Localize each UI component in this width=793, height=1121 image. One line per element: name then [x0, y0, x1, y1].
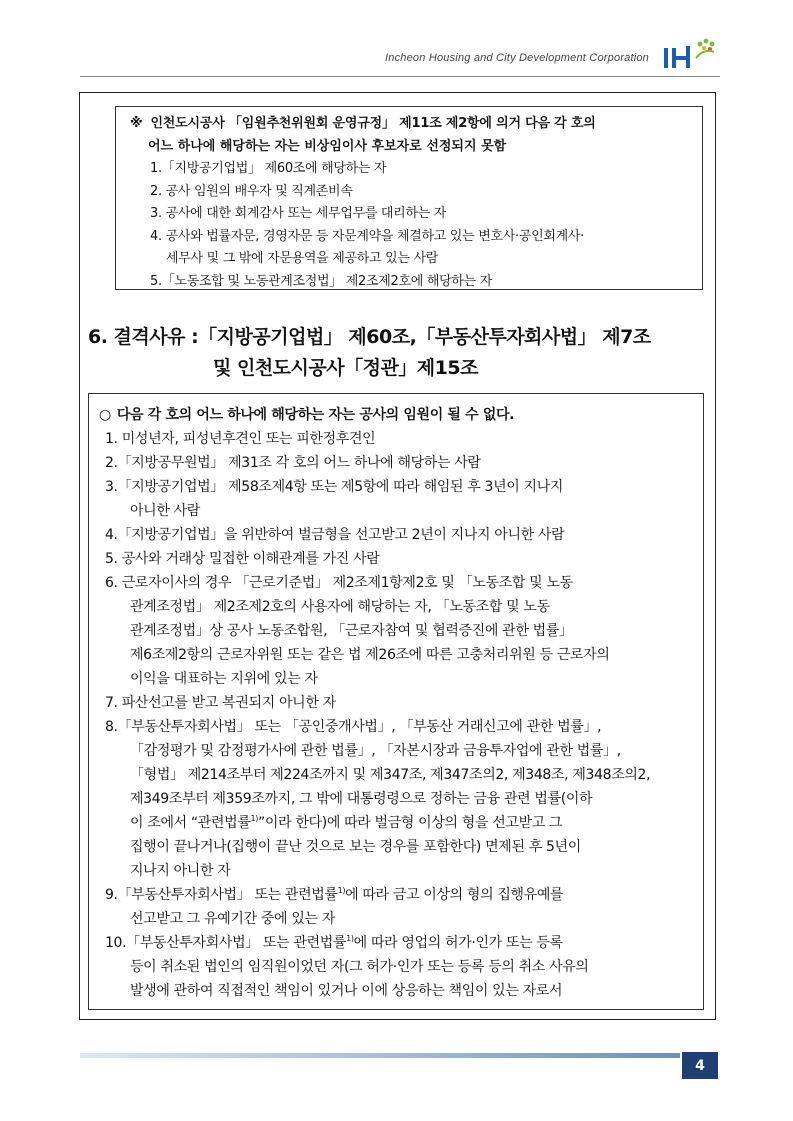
rule-item-continued: 등이 취소된 법인의 임직원이었던 자(그 허가·인가 또는 등록 등의 취소 사유의 — [130, 959, 589, 975]
header-org-name: Incheon Housing and City Development Corporation — [385, 52, 649, 64]
rule-item: 6. 근로자이사의 경우 「근로기준법」 제2조제1항제2호 및 「노동조합 및 노동 — [105, 575, 573, 591]
note-item: 3. 공사에 대한 회계감사 또는 세무업무를 대리하는 자 — [150, 206, 447, 221]
rule-item-continued: 관계조정법」상 공사 노동조합원, 「근로자참여 및 협력증진에 관한 법률」 — [130, 623, 573, 639]
rule-item-continued: 이익을 대표하는 지위에 있는 자 — [130, 671, 318, 687]
rule-item-continued: 관계조정법」 제2조제2호의 사용자에 해당하는 자, 「노동조합 및 노동 — [130, 599, 550, 615]
ih-logo-icon — [660, 34, 720, 74]
header-divider — [80, 76, 720, 77]
page-number-badge: 4 — [682, 1052, 718, 1079]
rule-item-continued: 「감정평가 및 감정평가사에 관한 법률」, 「자본시장과 금융투자업에 관한 법률」, — [130, 743, 621, 759]
rule-item-continued: 집행이 끝나거나(집행이 끝난 것으로 보는 경우를 포함한다) 면제된 후 5년이 — [130, 839, 581, 855]
section-title-line-1: 6. 결격사유 :「지방공기업법」 제60조,「부동산투자회사법」 제7조 — [88, 326, 651, 348]
note-item: 4. 공사와 법률자문, 경영자문 등 자문계약을 체결하고 있는 변호사·공인회계사· — [150, 228, 584, 244]
rule-item-continued: 지나지 아니한 자 — [130, 863, 231, 879]
rule-item: 7. 파산선고를 받고 복권되지 아니한 자 — [105, 695, 336, 711]
rule-item-continued: 이 조에서 “관련법률$^{1)}$”이라 한다)에 따라 벌금형 이상의 형을 선고받고 그 — [130, 814, 563, 831]
note-line-2: 어느 하나에 해당하는 자는 비상임이사 후보자로 선정되지 못함 — [148, 138, 507, 154]
rule-item: 2.「지방공무원법」 제31조 각 호의 어느 하나에 해당하는 사람 — [105, 455, 481, 471]
section-title-line-2: 및 인천도시공사「정관」제15조 — [213, 357, 478, 379]
rule-item-continued: 「형법」 제214조부터 제224조까지 및 제347조, 제347조의2, 제348조, 제348조의2, — [130, 767, 651, 783]
note-item: 2. 공사 임원의 배우자 및 직계존비속 — [150, 183, 353, 199]
rule-item-continued: 선고받고 그 유예기간 중에 있는 자 — [130, 911, 335, 927]
disqualification-rules-box — [88, 393, 704, 1010]
rule-item-continued: 제349조부터 제359조까지, 그 밖에 대통령령으로 정하는 금융 관련 법률(이하 — [130, 791, 593, 807]
rule-item: 3.「지방공기업법」 제58조제4항 또는 제5항에 따라 해임된 후 3년이 지나지 — [105, 479, 564, 495]
footnote-mark[interactable]: 1) — [250, 814, 259, 823]
footnote-mark[interactable]: 1) — [337, 886, 346, 895]
reference-mark-icon: ※ — [130, 116, 143, 131]
rule-item: 8.「부동산투자회사법」 또는 「공인중개사법」, 「부동산 거래신고에 관한 법률」, — [105, 719, 602, 735]
rule-item: 5. 공사와 거래상 밀접한 이해관계를 가진 사람 — [105, 551, 380, 567]
footer-bar — [80, 1053, 680, 1058]
rule-item: 9.「부동산투자회사법」 또는 관련법률$^{1)}$에 따라 금고 이상의 형의 집행유예를 — [105, 886, 564, 903]
rule-item: 4.「지방공기업법」을 위반하여 벌금형을 선고받고 2년이 지나지 아니한 사람 — [105, 527, 565, 543]
rule-item: 1. 미성년자, 피성년후견인 또는 피한정후견인 — [105, 431, 376, 447]
rule-item: 10.「부동산투자회사법」 또는 관련법률$^{1)}$에 따라 영업의 허가·인가 또는 등록 — [105, 934, 563, 951]
note-item: 5.「노동조합 및 노동관계조정법」 제2조제2호에 해당하는 자 — [150, 273, 492, 289]
circle-bullet-icon: ○ — [99, 407, 111, 423]
section-title — [88, 322, 718, 384]
note-item-continued: 세무사 및 그 밖에 자문용역을 제공하고 있는 사람 — [166, 251, 438, 266]
note-item: 1.「지방공기업법」 제60조에 해당하는 자 — [150, 161, 387, 176]
rule-item-continued: 발생에 관하여 직접적인 책임이 있거나 이에 상응하는 책임이 있는 자로서 — [130, 983, 563, 999]
rules-lead: ○ 다음 각 호의 어느 하나에 해당하는 자는 공사의 임원이 될 수 없다. — [99, 407, 515, 423]
note-line-1: ※ 인천도시공사 「임원추천위원회 운영규정」 제11조 제2항에 의거 다음 각 호의 — [130, 116, 596, 131]
rule-item-continued: 제6조제2항의 근로자위원 또는 같은 법 제26조에 따른 고충처리위원 등 근로자의 — [130, 647, 610, 663]
footnote-mark[interactable]: 1) — [346, 934, 354, 943]
nonstanding-director-note-box — [115, 106, 703, 290]
rule-item-continued: 아니한 사람 — [130, 503, 200, 519]
